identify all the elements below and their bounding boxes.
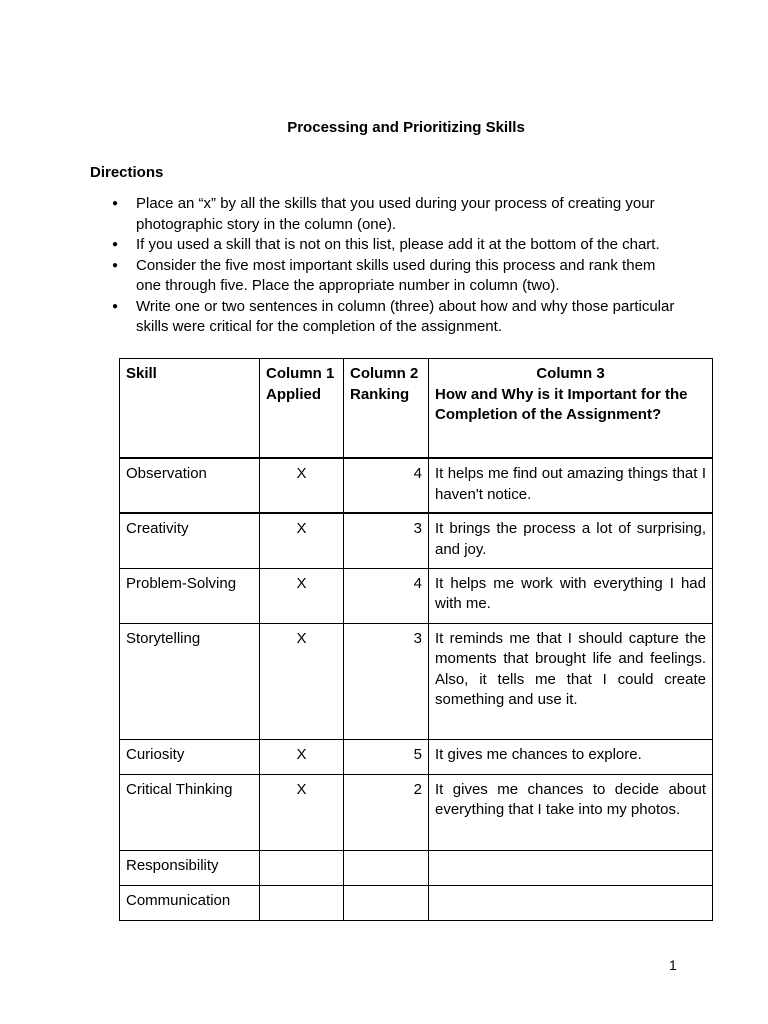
page-number: 1 (669, 957, 677, 973)
skill-cell: Critical Thinking (120, 774, 260, 850)
applied-cell: X (260, 739, 344, 774)
skill-cell: Problem-Solving (120, 568, 260, 623)
ranking-cell: 3 (344, 623, 429, 739)
ranking-cell (344, 850, 429, 885)
table-row (120, 739, 713, 774)
directions-heading: Directions (90, 164, 164, 181)
applied-cell: X (260, 774, 344, 850)
table-row (120, 513, 713, 568)
ranking-cell: 4 (344, 458, 429, 513)
why-cell: It gives me chances to decide about everything that I take into my photos. (429, 774, 713, 850)
applied-cell (260, 850, 344, 885)
table-row (120, 850, 713, 885)
header-column-1: Column 1 Applied (260, 359, 344, 459)
skill-cell: Communication (120, 885, 260, 920)
skill-cell: Responsibility (120, 850, 260, 885)
directions-bullet: ● Place an “x” by all the skills that you used during your process of creating your photographic story in the column (one). (112, 194, 682, 235)
skill-cell: Curiosity (120, 739, 260, 774)
why-cell: It helps me work with everything I had with me. (429, 568, 713, 623)
table-row (120, 885, 713, 920)
ranking-cell: 3 (344, 513, 429, 568)
ranking-cell: 4 (344, 568, 429, 623)
header-column-3: Column 3 How and Why is it Important for the Completion of the Assignment? (429, 359, 713, 459)
applied-cell: X (260, 623, 344, 739)
table-row (120, 458, 713, 513)
skill-cell: Observation (120, 458, 260, 513)
why-cell: It helps me find out amazing things that I haven't notice. (429, 458, 713, 513)
ranking-cell (344, 885, 429, 920)
document-title: Processing and Prioritizing Skills (287, 119, 525, 136)
why-cell (429, 885, 713, 920)
table-row (120, 623, 713, 739)
why-cell: It gives me chances to explore. (429, 739, 713, 774)
skills-table (119, 358, 713, 921)
applied-cell (260, 885, 344, 920)
skill-cell: Creativity (120, 513, 260, 568)
applied-cell: X (260, 458, 344, 513)
why-cell: It reminds me that I should capture the moments that brought life and feelings. Also, it tells me that I could create something and use it. (429, 623, 713, 739)
why-cell: It brings the process a lot of surprising, and joy. (429, 513, 713, 568)
directions-bullet: ● Write one or two sentences in column (three) about how and why those particular skills were critical for the completion of the assignment. (112, 297, 682, 338)
skill-cell: Storytelling (120, 623, 260, 739)
ranking-cell: 2 (344, 774, 429, 850)
header-column-2: Column 2 Ranking (344, 359, 429, 459)
applied-cell: X (260, 568, 344, 623)
ranking-cell: 5 (344, 739, 429, 774)
table-header-row (120, 359, 713, 459)
applied-cell: X (260, 513, 344, 568)
header-skill: Skill (120, 359, 260, 459)
directions-list (112, 194, 682, 338)
directions-bullet: ● Consider the five most important skills used during this process and rank them one through five. Place the appropriate number in column (two). (112, 256, 682, 297)
directions-bullet: ● If you used a skill that is not on this list, please add it at the bottom of the chart. (112, 235, 682, 256)
table-row (120, 774, 713, 850)
table-row (120, 568, 713, 623)
why-cell (429, 850, 713, 885)
